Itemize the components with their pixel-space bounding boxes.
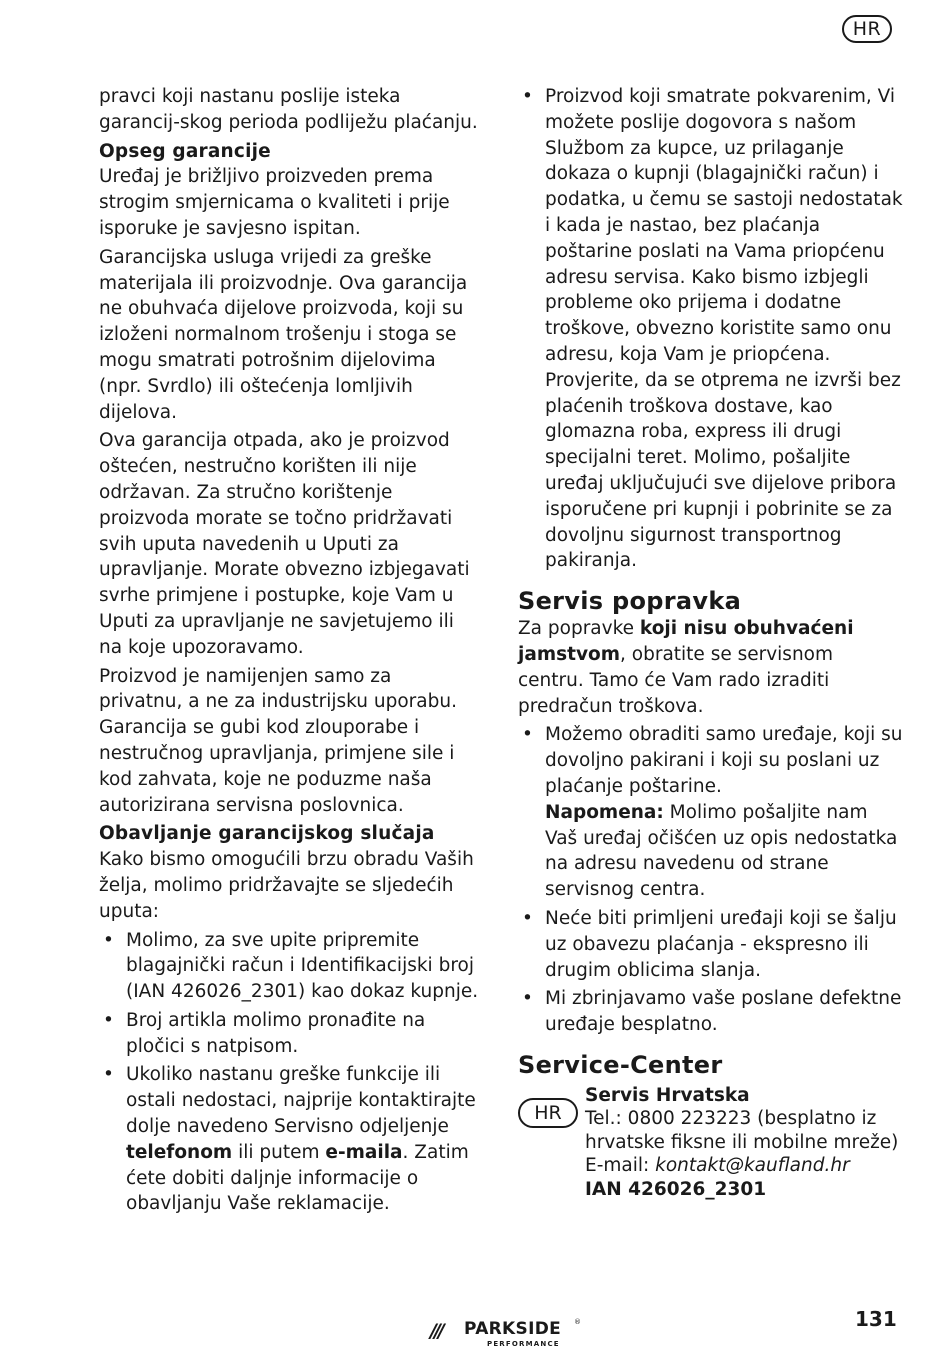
logo-registered: ® xyxy=(574,1318,581,1326)
parkside-logo xyxy=(430,1317,590,1351)
note xyxy=(545,800,903,903)
list-item-text: • Možemo obraditi samo uređaje, koji su dovoljno pakirani i koji su poslani uz plaćanje poštarine. xyxy=(545,724,903,797)
list-item: • Broj artikla molimo pronađite na pločici s natpisom. xyxy=(99,1008,479,1060)
email-label: E-mail: xyxy=(585,1155,656,1177)
repair-bullet-list xyxy=(518,722,903,1038)
paragraph-claim: Kako bismo omogućili brzu obradu Vaših želja, molimo pridržavajte se sljedećih uputa: xyxy=(99,849,474,922)
right-column xyxy=(518,84,903,1201)
paragraph-scope-4: Proizvod je namijenjen samo za privatnu, a ne za industrijsku uporabu. Garancija se gubi kod zlouporabe i nestručnog upravljanja, primjene sile i kod zahvata, koje ne poduzme naša autorizirana servisna poslovnica. xyxy=(99,665,457,816)
country-badge: HR xyxy=(518,1098,578,1128)
repair-text: Za popravke xyxy=(518,618,640,640)
note-text: Molimo pošaljite nam Vaš uređaj očišćen uz opis nedostatka na adresu navedenu od strane servisnog centra. xyxy=(545,801,898,901)
paragraph-scope-3: Ova garancija otpada, ako je proizvod oštećen, nestručno korišten ili nije održavan. Za stručno korištenje proizvoda morate se točno pridržavati svih uputa navedenih u Uputi za upravljanje. Morate obvezno izbjegavati svrhe primjene i postupke, koje Vam u Uputi za upravljanje ne savjetujemo ili na koje upozoravamo. xyxy=(99,430,470,658)
heading-warranty-scope: Opseg garancije xyxy=(99,140,271,162)
logo-slashes: /// xyxy=(430,1320,442,1342)
paragraph-scope-1: Uređaj je brižljivo proizveden prema strogim smjernicama o kvaliteti i prije isporuke je savjesno ispitan. xyxy=(99,166,450,239)
phone-emphasis: telefonom xyxy=(126,1141,233,1163)
service-ian: IAN 426026_2301 xyxy=(585,1178,767,1200)
logo-brand: PARKSIDE xyxy=(464,1319,562,1339)
list-item-text: Ukoliko nastanu greške funkcije ili ostali nedostaci, najprije kontaktirajte dolje navedeno Servisno odjeljenje xyxy=(126,1064,476,1138)
service-email-line xyxy=(585,1154,903,1178)
service-center-block xyxy=(518,1084,903,1202)
paragraph-scope-2: Garancijska usluga vrijedi za greške materijala ili proizvodnje. Ova garancija ne obuhvaća dijelove proizvoda, koji su izloženi normalnom trošenju i stoga se mogu smatrati potrošnim dijelovima (npr. Svrdlo) ili oštećenja lomljivih dijelova. xyxy=(99,246,468,423)
left-column xyxy=(99,84,479,1220)
paragraph-intro: pravci koji nastanu poslije isteka garancij-skog perioda podliježu plaćanju. xyxy=(99,86,478,133)
service-email[interactable]: kontakt@kaufland.hr xyxy=(655,1155,850,1177)
shipping-bullet-list xyxy=(518,84,903,574)
list-item: • Mi zbrinjavamo vaše poslane defektne uređaje besplatno. xyxy=(518,986,903,1038)
list-item-text: ili putem xyxy=(232,1141,326,1163)
logo-subtitle: PERFORMANCE xyxy=(487,1340,560,1348)
list-item xyxy=(99,1062,479,1217)
list-item: • Molimo, za sve upite pripremite blagajnički račun i Identifikacijski broj (IAN 426026_2301) kao dokaz kupnje. xyxy=(99,928,479,1005)
heading-warranty-claim: Obavljanje garancijskog slučaja xyxy=(99,823,435,845)
heading-repair-service: Servis popravka xyxy=(518,587,742,616)
claim-bullet-list xyxy=(99,928,479,1218)
repair-emphasis: koji nisu obuhvaćeni jamstvom xyxy=(518,618,854,665)
service-phone: Tel.: 0800 223223 (besplatno iz hrvatske fiksne ili mobilne mreže) xyxy=(585,1108,899,1153)
language-badge: HR xyxy=(842,15,892,43)
repair-text: , obratite se servisnom centru. Tamo će Vam rado izraditi predračun troškova. xyxy=(518,643,834,717)
list-item: • Proizvod koji smatrate pokvarenim, Vi možete poslije dogovora s našom Službom za kupce, uz prilaganje dokaza o kupnji (blagajnički račun) i podatka, u čemu se sastoji nedostatak i kada je nastao, bez plaćanja poštarine poslati na Vama priopćenu adresu servisa. Kako bismo izbjegli probleme oko prijema i dodatne troškove, obvezno koristite samo onu adresu, koja Vam je priopćena. Provjerite, da se otprema ne izvrši bez plaćenih troškova dostave, kao glomazna roba, express ili drugi specijalni teret. Molimo, pošaljite uređaj uključujući sve dijelove pribora isporučene pri kupnji i pobrinite se za dovoljnu sigurnost transportnog pakiranja. xyxy=(518,84,903,574)
page-number: 131 xyxy=(855,1307,897,1331)
note-label: Napomena: xyxy=(545,801,664,823)
heading-service-center: Service-Center xyxy=(518,1050,723,1079)
service-contact xyxy=(585,1084,903,1202)
list-item-text: . Zatim ćete dobiti daljnje informacije o obavljanju Vaše reklamacije. xyxy=(126,1141,469,1215)
paragraph-repair xyxy=(518,616,903,719)
list-item: • Neće biti primljeni uređaji koji se šalju uz obavezu plaćanja - ekspresno ili drugim oblicima slanja. xyxy=(518,906,903,983)
list-item xyxy=(518,722,903,903)
service-name: Servis Hrvatska xyxy=(585,1084,750,1106)
email-emphasis: e-maila xyxy=(325,1141,403,1163)
